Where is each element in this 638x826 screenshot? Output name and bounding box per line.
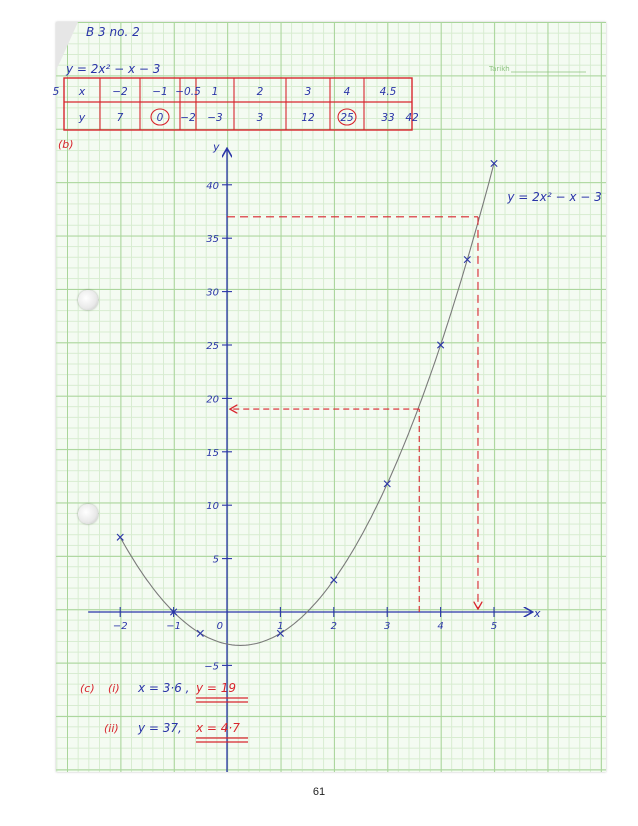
value-table [53, 78, 419, 130]
table-x-value: 4 [343, 86, 351, 98]
curve-label: y = 2x² − x − 3 [507, 189, 602, 204]
table-x-value: 2 [256, 86, 264, 98]
plotted-point [197, 630, 203, 636]
table-x-value: 5 [52, 86, 60, 98]
table-x-value: −2 [112, 86, 128, 98]
table-y-value: 33 [381, 112, 395, 124]
table-x-value: 3 [304, 86, 312, 98]
plotted-point [117, 534, 123, 540]
x-tick-label: 1 [277, 621, 284, 632]
page-number: 61 [312, 786, 326, 798]
answer-c-ii-x: x = 4·7 [196, 721, 240, 735]
x-tick-label: 2 [330, 621, 337, 632]
part-b-label: (b) [58, 138, 74, 151]
y-tick-label: 25 [206, 341, 219, 352]
x-tick-label: 4 [437, 621, 444, 632]
punch-hole-bottom [78, 504, 98, 524]
y-tick-label: 5 [212, 554, 219, 566]
y-tick-label: 15 [206, 447, 219, 459]
table-y-value: 12 [301, 112, 315, 124]
worked-solution [52, 22, 606, 772]
part-c-i-label: (i) [108, 682, 120, 695]
table-y-value: 42 [405, 112, 419, 124]
table-y-value: 0 [156, 112, 164, 124]
part-c-answers [80, 681, 248, 742]
equation-heading: y = 2x² − x − 3 [66, 62, 161, 76]
punch-hole-top [78, 290, 98, 310]
plotted-point [331, 577, 337, 583]
plotted-point [464, 256, 470, 262]
table-x-value: 4.5 [379, 86, 397, 98]
y-tick-label: 40 [206, 180, 219, 192]
quadratic-graph [88, 141, 602, 772]
answer-c-ii-y: y = 37, [138, 721, 182, 735]
table-y-value: 7 [116, 112, 124, 124]
graph-paper-sheet [52, 22, 606, 772]
origin-label: 0 [216, 621, 223, 632]
table-y-value: −3 [207, 112, 223, 124]
parabola-curve [120, 163, 494, 645]
x-tick-label: 3 [384, 621, 391, 632]
y-tick-label: 20 [206, 394, 219, 406]
x-tick-label: −1 [166, 621, 181, 632]
y-axis-label: y [213, 140, 220, 154]
y-tick-label: 30 [206, 287, 219, 299]
y-tick-label: 35 [206, 234, 219, 246]
table-y-value: 25 [340, 112, 354, 124]
x-axis-label: x [534, 607, 541, 620]
plotted-point [384, 481, 390, 487]
plotted-point [437, 342, 443, 348]
plotted-point [491, 160, 497, 166]
x-tick-label: 5 [490, 621, 498, 632]
y-tick-label: 10 [206, 501, 219, 513]
part-c-label: (c) [80, 682, 95, 695]
y-tick-label: −5 [204, 661, 219, 673]
answer-c-i-y: y = 19 [196, 681, 237, 695]
table-x-value: −0.5 [175, 86, 201, 98]
tarikh-label: Tarikh [489, 65, 510, 73]
reference-label: B 3 no. 2 [86, 25, 140, 39]
answer-c-i-x: x = 3·6 , [138, 681, 190, 695]
table-x-label: x [78, 85, 86, 98]
x-tick-label: −2 [112, 621, 128, 632]
table-x-value: −1 [152, 86, 168, 98]
table-y-value: −2 [180, 112, 196, 124]
table-y-label: y [78, 111, 86, 124]
part-c-ii-label: (ii) [104, 722, 119, 735]
table-y-value: 3 [256, 112, 264, 124]
table-x-value: 1 [211, 86, 219, 98]
